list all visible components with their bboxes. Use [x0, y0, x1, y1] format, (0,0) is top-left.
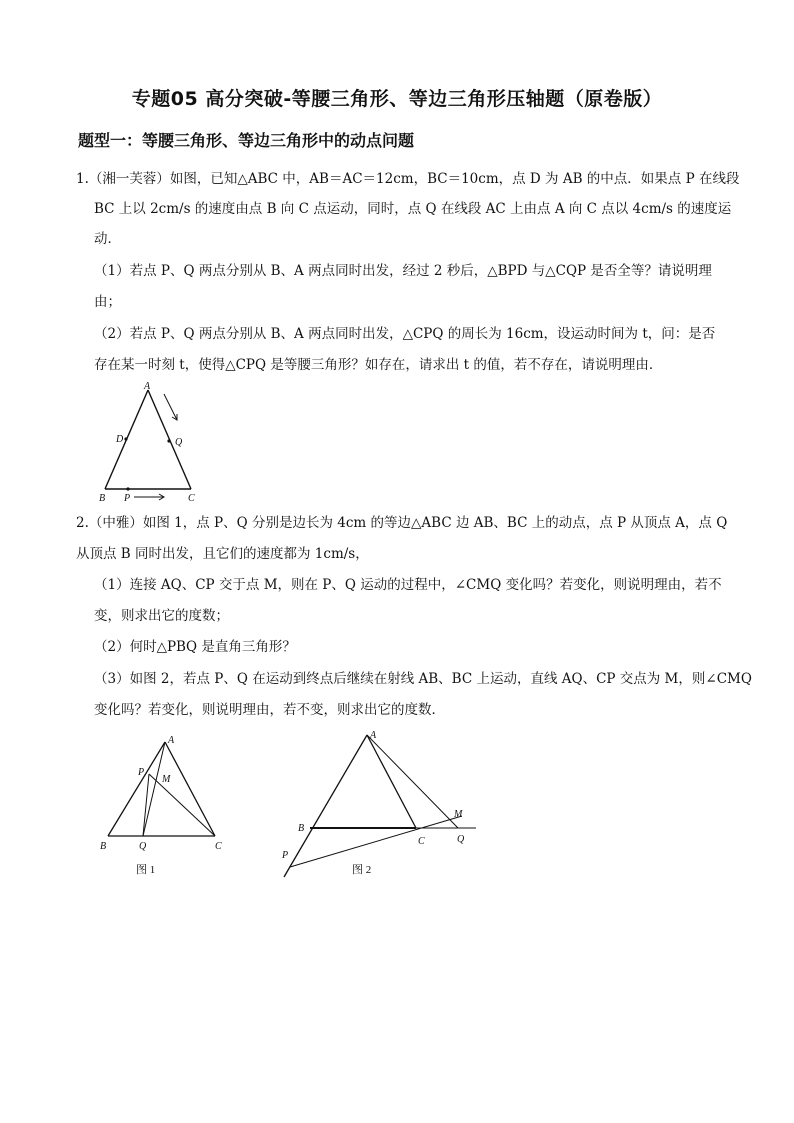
fig2-label-q: Q	[457, 834, 465, 845]
q2-line-1: 2.（中雅）如图 1，点 P、Q 分别是边长为 4cm 的等边△ABC 边 AB、BC 上的动点，点 P 从顶点 A，点 Q	[76, 515, 728, 531]
q2-sub1-line-2: 变，则求出它的度数；	[94, 608, 229, 624]
fig2-label-b: B	[298, 823, 305, 834]
q1-sub2-line-2: 存在某一时刻 t，使得△CPQ 是等腰三角形？如存在，请求出 t 的值，若不存在，请说明理由．	[94, 357, 663, 373]
q1-label-d: D	[116, 434, 124, 445]
fig1-side-ab	[108, 742, 165, 836]
q2-figure-2	[278, 725, 488, 880]
fig1-side-ac	[165, 742, 215, 836]
q1-motion-arrow-q	[164, 394, 177, 420]
q1-label-p: P	[124, 493, 131, 504]
fig2-side-ac	[367, 735, 416, 828]
q1-figure	[92, 380, 212, 505]
fig1-line-pq	[143, 774, 149, 836]
fig2-side-ab-ray	[284, 735, 367, 877]
fig2-label-a: A	[370, 730, 377, 741]
fig2-caption: 图 2	[352, 864, 372, 876]
fig2-label-c: C	[418, 836, 425, 847]
q1-label-a: A	[144, 381, 151, 392]
fig1-label-q: Q	[139, 841, 147, 852]
q1-line-2: BC 上以 2cm/s 的速度由点 B 向 C 点运动，同时，点 Q 在线段 AC 上由点 A 向 C 点以 4cm/s 的速度运	[94, 201, 732, 217]
q1-sub1-line-1: （1）若点 P、Q 两点分别从 B、A 两点同时出发，经过 2 秒后，△BPD 与△CQP 是否全等？请说明理	[94, 263, 712, 279]
fig1-label-a: A	[168, 735, 175, 746]
page-title: 专题05 高分突破-等腰三角形、等边三角形压轴题（原卷版）	[131, 88, 663, 110]
q2-figure-1	[92, 728, 237, 878]
fig1-caption: 图 1	[136, 864, 156, 876]
q2-line-2: 从顶点 B 同时出发，且它们的速度都为 1cm/s，	[76, 546, 369, 562]
q1-point-q	[167, 439, 170, 442]
fig1-label-b: B	[100, 841, 107, 852]
fig2-line-aq	[367, 735, 458, 828]
fig1-label-p: P	[138, 767, 145, 778]
fig2-label-p: P	[282, 850, 289, 861]
q1-line-1: 1.（湘一芙蓉）如图，已知△ABC 中，AB＝AC＝12cm，BC＝10cm，点 D 为 AB 的中点．如果点 P 在线段	[76, 171, 740, 187]
fig1-label-c: C	[215, 841, 222, 852]
fig2-label-m: M	[454, 809, 463, 820]
q1-point-p	[126, 487, 129, 490]
q1-sub2-line-1: （2）若点 P、Q 两点分别从 B、A 两点同时出发，△CPQ 的周长为 16cm，设运动时间为 t，问：是否	[94, 326, 716, 342]
q1-sub1-line-2: 由；	[94, 294, 121, 310]
q1-point-d	[124, 437, 127, 440]
fig1-line-aq	[143, 742, 165, 836]
q1-label-c: C	[188, 493, 195, 504]
section-heading: 题型一：等腰三角形、等边三角形中的动点问题	[78, 131, 415, 150]
q2-sub3-line-2: 变化吗？若变化，则说明理由，若不变，则求出它的度数．	[94, 702, 445, 718]
fig1-label-m: M	[162, 774, 171, 785]
fig1-line-cp	[149, 774, 215, 836]
q2-sub1-line-1: （1）连接 AQ、CP 交于点 M，则在 P、Q 运动的过程中，∠CMQ 变化吗？若变化，则说明理由，若不	[94, 577, 722, 593]
q1-label-b: B	[99, 493, 106, 504]
q2-sub3-line-1: （3）如图 2，若点 P、Q 在运动到终点后继续在射线 AB、BC 上运动，直线 AQ、CP 交点为 M，则∠CMQ	[94, 671, 752, 687]
q1-label-q: Q	[175, 437, 183, 448]
q2-sub2: （2）何时△PBQ 是直角三角形？	[94, 639, 296, 655]
q1-line-3: 动．	[94, 231, 121, 247]
